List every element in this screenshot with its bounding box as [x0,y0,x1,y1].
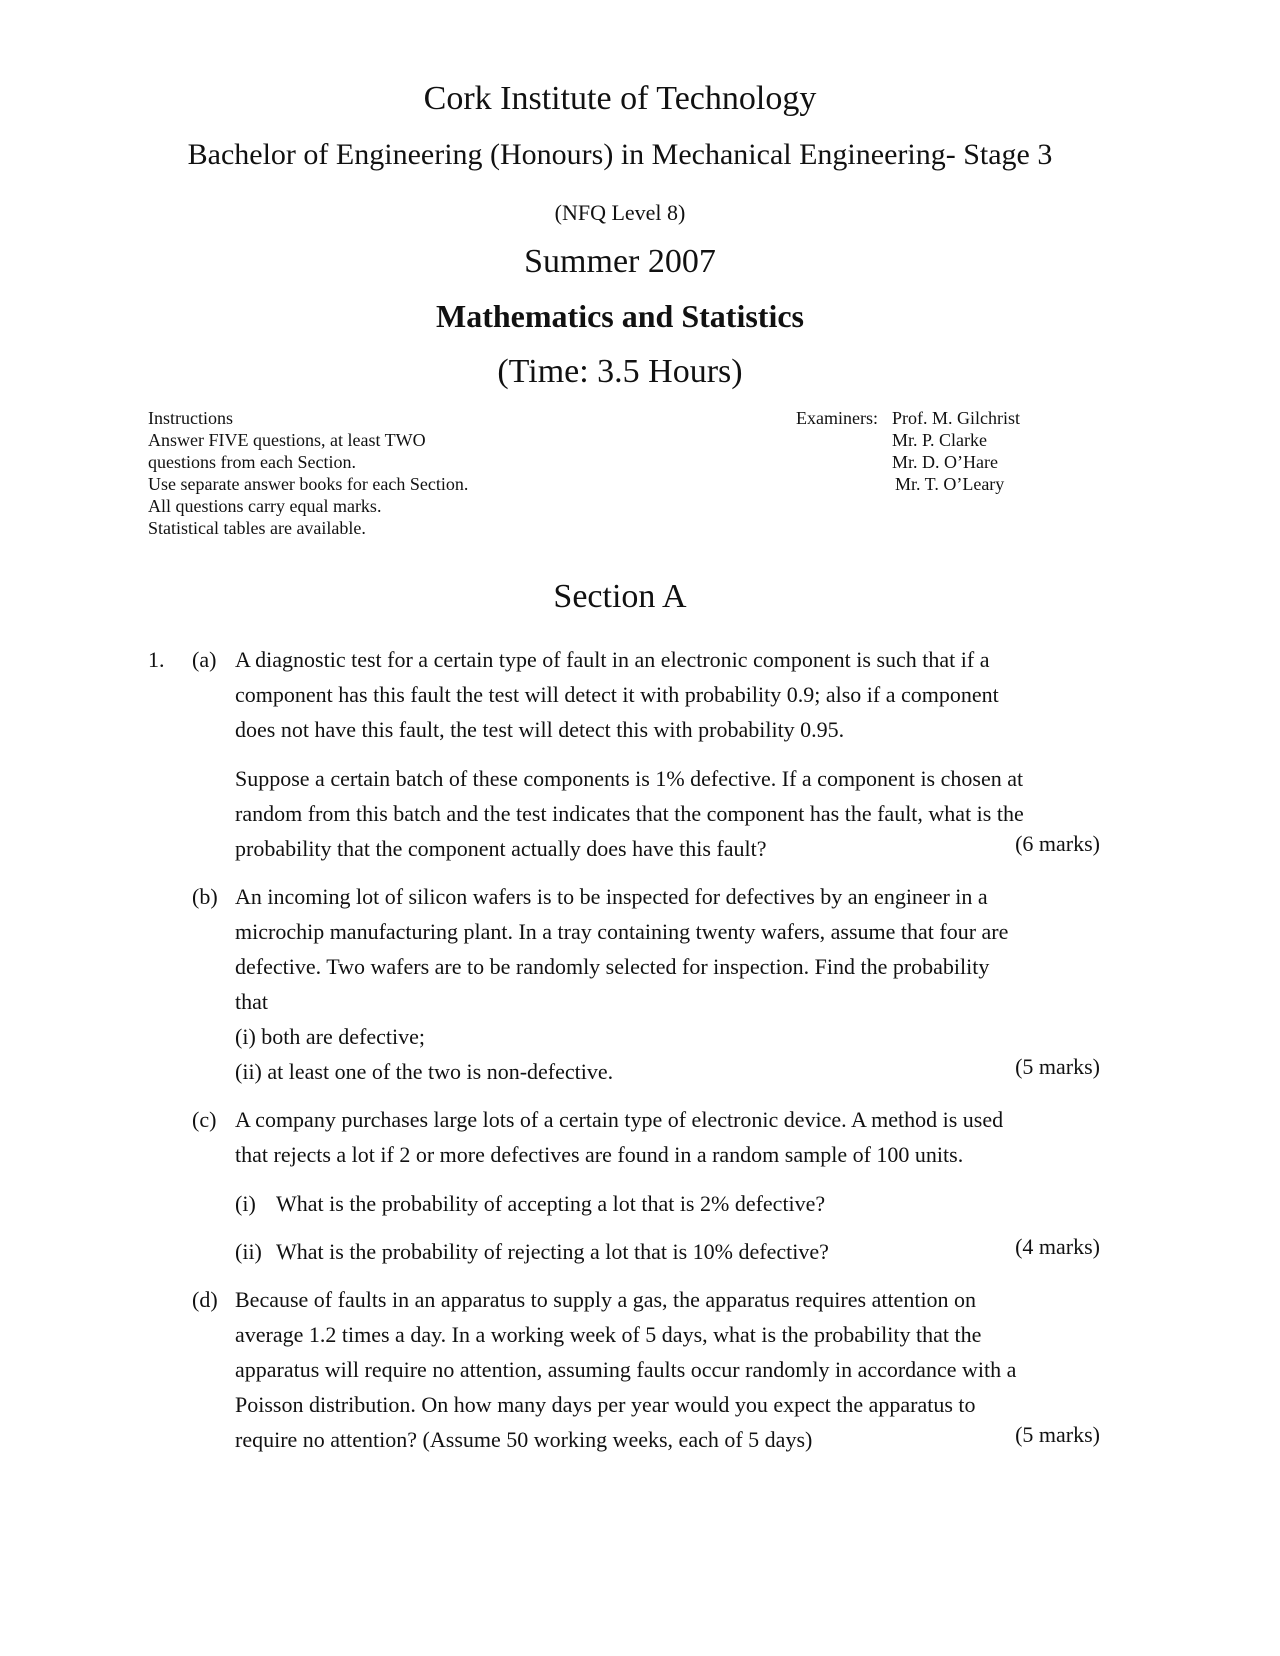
text-line: Because of faults in an apparatus to supply a gas, the apparatus requires attention on [235,1287,977,1312]
text-line: does not have this fault, the test will detect this with probability 0.95. [235,717,845,742]
institution-title: Cork Institute of Technology [423,80,817,117]
instructions-block [148,407,468,539]
programme-title: Bachelor of Engineering (Honours) in Mechanical Engineering- Stage 3 [187,138,1053,171]
part-label-c: (c) [192,1107,217,1132]
instruction-line: questions from each Section. [148,452,356,472]
part-a-paragraph-2 [235,761,1024,866]
examiners-label: Examiners: [796,408,878,428]
instruction-line: Answer FIVE questions, at least TWO [148,430,426,450]
subject-title: Mathematics and Statistics [436,298,804,334]
part-c-ii-text: What is the probability of rejecting a lot that is 10% defective? [276,1239,829,1264]
part-a-marks: (6 marks) [1015,831,1100,856]
text-line: Suppose a certain batch of these components is 1% defective. If a component is chosen at [235,766,1024,791]
text-line: A company purchases large lots of a certain type of electronic device. A method is used [235,1107,1004,1132]
instruction-line: Use separate answer books for each Section. [148,474,469,494]
part-b-text [235,879,1008,1089]
text-line: that [235,989,268,1014]
part-label-d: (d) [192,1287,218,1312]
text-line: microchip manufacturing plant. In a tray containing twenty wafers, assume that four are [235,919,1009,944]
part-a-paragraph-1 [235,642,999,747]
part-c-marks: (4 marks) [1015,1234,1100,1259]
exam-duration: (Time: 3.5 Hours) [497,353,743,390]
text-line: require no attention? (Assume 50 working weeks, each of 5 days) [235,1427,813,1452]
instructions-heading: Instructions [148,408,233,428]
part-c-text [235,1102,1003,1172]
text-line: random from this batch and the test indicates that the component has the fault, what is the [235,801,1024,826]
text-line: apparatus will require no attention, assuming faults occur randomly in accordance with a [235,1357,1017,1382]
text-line: An incoming lot of silicon wafers is to be inspected for defectives by an engineer in a [235,884,988,909]
part-c-i-label: (i) [235,1191,256,1216]
text-line: Poisson distribution. On how many days per year would you expect the apparatus to [235,1392,976,1417]
part-label-b: (b) [192,884,218,909]
text-line: (i) both are defective; [235,1024,425,1049]
part-b-marks: (5 marks) [1015,1054,1100,1079]
part-label-a: (a) [192,647,217,672]
examiner-name: Mr. T. O’Leary [895,474,1005,494]
text-line: defective. Two wafers are to be randomly selected for inspection. Find the probability [235,954,990,979]
nfq-level: (NFQ Level 8) [554,200,686,225]
question-number: 1. [148,647,165,672]
text-line: average 1.2 times a day. In a working week of 5 days, what is the probability that the [235,1322,982,1347]
exam-session: Summer 2007 [524,243,716,280]
text-line: probability that the component actually does have this fault? [235,836,767,861]
examiner-name: Prof. M. Gilchrist [892,408,1020,428]
text-line: component has this fault the test will detect it with probability 0.9; also if a component [235,682,999,707]
text-line: that rejects a lot if 2 or more defectives are found in a random sample of 100 units. [235,1142,964,1167]
section-heading: Section A [553,578,687,615]
part-c-i-text: What is the probability of accepting a lot that is 2% defective? [276,1191,826,1216]
text-line: A diagnostic test for a certain type of fault in an electronic component is such that if a [235,647,990,672]
examiners-list [892,407,1020,495]
part-d-marks: (5 marks) [1015,1422,1100,1447]
text-line: (ii) at least one of the two is non-defective. [235,1059,614,1084]
instruction-line: All questions carry equal marks. [148,496,382,516]
examiner-name: Mr. D. O’Hare [892,452,998,472]
examiner-name: Mr. P. Clarke [892,430,988,450]
instruction-line: Statistical tables are available. [148,518,366,538]
part-c-ii-label: (ii) [235,1239,262,1264]
part-d-text [235,1282,1016,1457]
